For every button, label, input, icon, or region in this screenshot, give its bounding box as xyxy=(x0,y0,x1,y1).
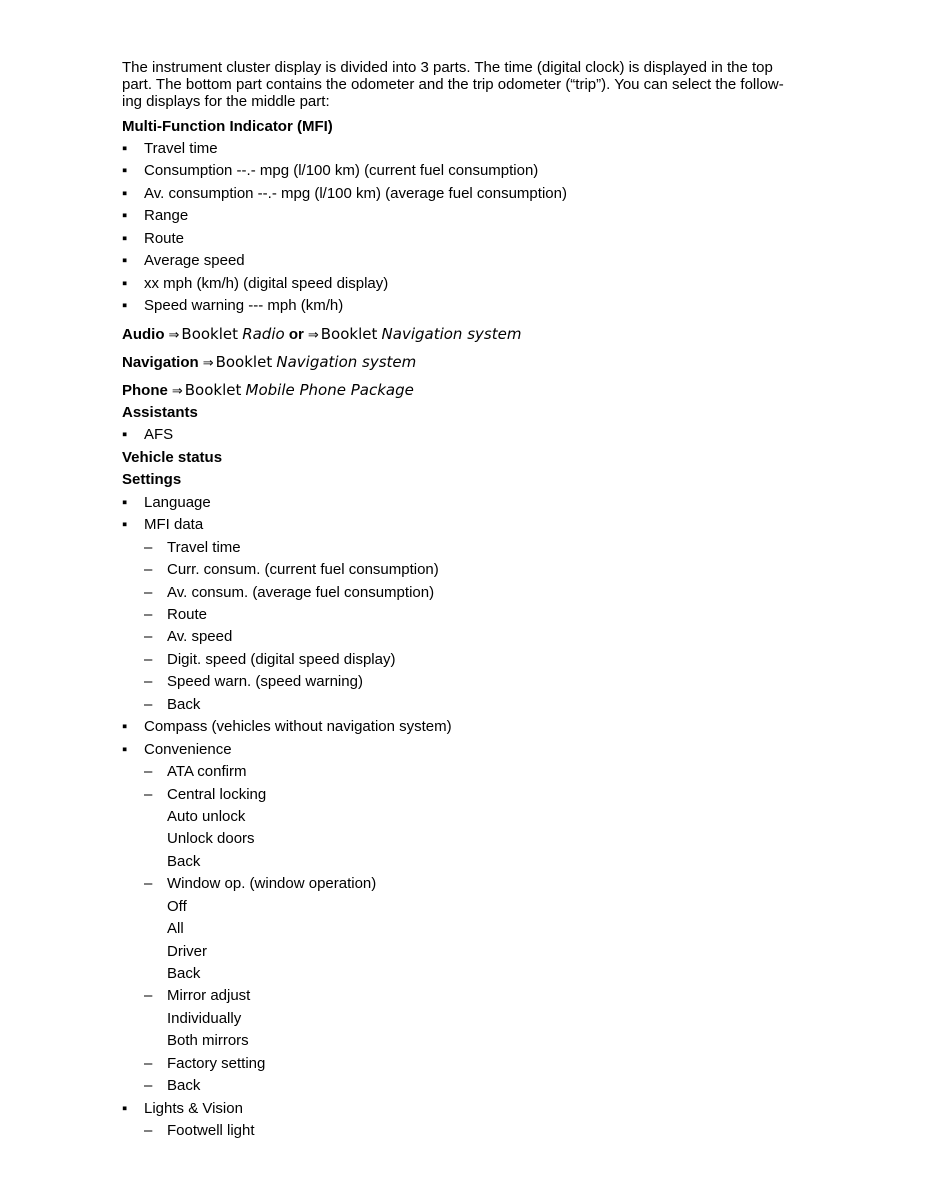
phone-line xyxy=(122,379,414,401)
dash-icon: – xyxy=(144,673,153,690)
bullet-icon: ▪ xyxy=(122,516,128,533)
navigation-heading: Navigation xyxy=(122,354,199,371)
booklet-ref: Booklet xyxy=(184,381,242,399)
dash-icon: – xyxy=(144,628,153,645)
settings-heading: Settings xyxy=(122,471,182,488)
dash-icon: – xyxy=(144,651,153,668)
bullet-icon: ▪ xyxy=(122,185,128,202)
navigation-system-ref-link[interactable]: Navigation system xyxy=(276,353,417,371)
bullet-icon: ▪ xyxy=(122,741,128,758)
bullet-icon: ▪ xyxy=(122,252,128,269)
audio-line xyxy=(122,323,521,345)
dash-icon: – xyxy=(144,1122,153,1139)
bullet-icon: ▪ xyxy=(122,207,128,224)
bullet-icon: ▪ xyxy=(122,1100,128,1117)
mfi-heading: Multi-Function Indicator (MFI) xyxy=(122,118,333,135)
bullet-icon: ▪ xyxy=(122,718,128,735)
arrow-icon: ⇒ xyxy=(307,328,319,343)
arrow-icon: ⇒ xyxy=(168,328,180,343)
intro-line: ing displays for the middle part: xyxy=(122,93,330,110)
arrow-icon: ⇒ xyxy=(171,384,183,399)
booklet-ref: Booklet xyxy=(320,325,378,343)
intro-paragraph xyxy=(122,59,802,110)
dash-icon: – xyxy=(144,584,153,601)
bullet-icon: ▪ xyxy=(122,140,128,157)
booklet-ref: Booklet xyxy=(181,325,239,343)
dash-icon: – xyxy=(144,875,153,892)
dash-icon: – xyxy=(144,606,153,623)
mobile-phone-package-ref-link[interactable]: Mobile Phone Package xyxy=(245,381,414,399)
dash-icon: – xyxy=(144,561,153,578)
booklet-ref: Booklet xyxy=(215,353,273,371)
bullet-icon: ▪ xyxy=(122,275,128,292)
phone-heading: Phone xyxy=(122,382,168,399)
intro-line: part. The bottom part contains the odometer and the trip odometer (“trip”). You can select the follow- xyxy=(122,76,784,93)
audio-heading: Audio xyxy=(122,326,165,343)
radio-ref-link[interactable]: Radio xyxy=(242,325,285,343)
navigation-system-ref-link[interactable]: Navigation system xyxy=(381,325,522,343)
arrow-icon: ⇒ xyxy=(202,356,214,371)
bullet-icon: ▪ xyxy=(122,494,128,511)
or-word: or xyxy=(288,326,304,343)
intro-line: The instrument cluster display is divided into 3 parts. The time (digital clock) is displayed in the top xyxy=(122,59,773,76)
bullet-icon: ▪ xyxy=(122,230,128,247)
bullet-icon: ▪ xyxy=(122,162,128,179)
dash-icon: – xyxy=(144,786,153,803)
dash-icon: – xyxy=(144,1077,153,1094)
dash-icon: – xyxy=(144,539,153,556)
navigation-line xyxy=(122,351,416,373)
dash-icon: – xyxy=(144,763,153,780)
bullet-icon: ▪ xyxy=(122,426,128,443)
manual-page: The instrument cluster display is divided into 3 parts. The time (digital clock) is displayed in the top part. The bottom part contains the odometer and the trip odometer (“trip”). You can select the follow- ing displays for the middle part: Multi-Function Indicator (MFI) ▪ Travel time ▪ Consumption --.- mpg (l/100 km) (current fuel consumption) ▪ Av. consumption --.- mpg (l/100 km) (average fuel consumption) ▪ Range ▪ Route ▪ Average speed ▪ xx mph (km/h) (digital speed display) ▪ Speed warning --- mph (km/h) Audio ⇒ Booklet Radio or ⇒ Booklet Navigation system Navigation ⇒ Booklet Navigation system Phone ⇒ Booklet Mobile Phone Package Assistants ▪ AFS Vehicle status Settings ▪ Language ▪ MFI data – Travel time – Curr. consum. (current fuel consumption) – Av. consum. (average fuel consumption) – Route – Av. speed – Digit. speed (digital speed display) – Speed warn. (speed warning) – Back ▪ Compass (vehicles without navigation system) ▪ Convenience – ATA confirm – Central locking Auto unlock Unlock doors Back – Window op. (window operation) Off All Driver Back – Mirror adjust Individually Both mirrors – Factory setting – Back ▪ Lights & Vision – Footwell light xyxy=(122,59,802,110)
dash-icon: – xyxy=(144,1055,153,1072)
dash-icon: – xyxy=(144,987,153,1004)
assistants-heading: Assistants xyxy=(122,404,198,421)
bullet-icon: ▪ xyxy=(122,297,128,314)
dash-icon: – xyxy=(144,696,153,713)
vehicle-status-heading: Vehicle status xyxy=(122,449,223,466)
